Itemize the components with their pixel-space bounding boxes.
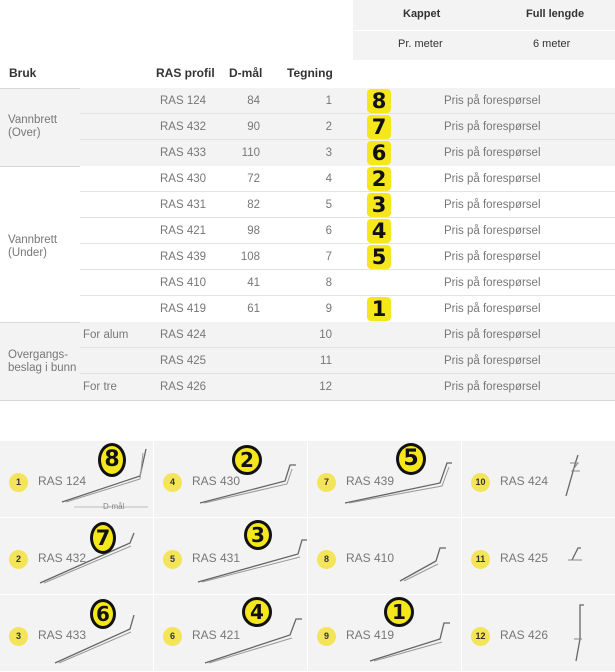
handwritten-mark: 7 [90,522,116,554]
drawing-cell [0,441,154,518]
drawing-number-badge: 4 [163,473,182,492]
handwritten-mark: 6 [90,599,116,629]
row-d-mal: 98 [247,225,260,237]
profile-drawing [154,441,308,518]
row-sub-label: For alum [83,329,129,341]
row-ras-profil: RAS 410 [160,277,207,289]
drawing-number-badge: 3 [9,627,28,646]
row-pris: Pris på forespørsel [444,329,541,341]
drawing-cell [308,518,462,595]
column-tegning: Tegning [287,66,333,80]
row-tegning: 9 [325,303,332,315]
drawing-cell [462,518,615,595]
table-row [80,166,615,192]
row-pris: Pris på forespørsel [444,251,541,263]
table-row [80,218,615,244]
row-tegning: 3 [325,147,332,159]
row-tegning: 7 [325,251,332,263]
profile-drawing [462,518,615,595]
row-ras-profil: RAS 425 [160,355,207,367]
handwritten-mark: 1 [367,297,391,321]
profile-drawing [462,595,615,672]
column-bruk: Bruk [9,66,37,80]
handwritten-mark: 4 [242,597,272,627]
d-mal-note: D-mål [103,502,125,511]
profile-drawing [308,441,462,518]
drawing-label: RAS 424 [500,474,549,488]
drawing-cell [308,595,462,672]
drawing-number-badge: 12 [471,627,490,646]
row-d-mal: 108 [240,251,260,263]
drawing-cell [0,595,154,672]
profile-drawing [0,441,154,518]
drawing-number-badge: 10 [471,473,490,492]
drawing-number-badge: 7 [317,473,336,492]
drawing-cell [0,518,154,595]
handwritten-mark: 4 [367,219,391,243]
row-d-mal: 84 [247,95,260,107]
table-row [80,270,615,296]
group-overgangsbeslag [0,322,80,400]
row-ras-profil: RAS 433 [160,147,207,159]
drawing-grid [0,441,615,672]
handwritten-mark: 8 [367,89,391,113]
row-pris: Pris på forespørsel [444,303,541,315]
handwritten-mark: 2 [232,445,262,475]
row-tegning: 2 [325,121,332,133]
row-pris: Pris på forespørsel [444,355,541,367]
drawing-cell [154,441,308,518]
row-ras-profil: RAS 432 [160,121,207,133]
handwritten-mark: 3 [244,520,272,550]
row-ras-profil: RAS 424 [160,329,207,341]
table-row [80,88,615,114]
row-tegning: 5 [325,199,332,211]
drawing-cell [462,595,615,672]
row-pris: Pris på forespørsel [444,199,541,211]
drawing-number-badge: 6 [163,627,182,646]
row-d-mal: 61 [247,303,260,315]
table-row [80,114,615,140]
header-six-meter: 6 meter [533,38,571,50]
row-ras-profil: RAS 439 [160,251,207,263]
table-row [80,140,615,166]
table-row [80,348,615,374]
group-vannbrett-over [0,88,80,166]
row-ras-profil: RAS 124 [160,95,207,107]
profile-drawing [462,441,615,518]
row-ras-profil: RAS 431 [160,199,207,211]
row-d-mal: 41 [247,277,260,289]
profile-drawing [0,518,154,595]
drawing-label: RAS 425 [500,551,549,565]
drawing-label: RAS 432 [38,551,87,565]
drawing-label: RAS 124 [38,474,87,488]
handwritten-mark: 5 [367,245,391,269]
drawing-number-badge: 5 [163,550,182,569]
drawing-label: RAS 421 [192,628,241,642]
row-d-mal: 110 [241,147,260,159]
row-ras-profil: RAS 421 [160,225,207,237]
table-row [80,244,615,270]
row-ras-profil: RAS 430 [160,173,207,185]
row-d-mal: 72 [247,173,260,185]
group-label: Vannbrett (Over) [8,114,58,139]
drawing-label: RAS 430 [192,474,241,488]
profile-drawing [0,595,154,672]
row-pris: Pris på forespørsel [444,173,541,185]
row-tegning: 12 [319,381,332,393]
group-label: Vannbrett (Under) [8,234,58,259]
row-d-mal: 90 [247,121,260,133]
row-pris: Pris på forespørsel [444,121,541,133]
column-ras-profil: RAS profil [156,66,215,80]
drawing-label: RAS 419 [346,628,395,642]
table-row [80,296,615,322]
handwritten-mark: 7 [367,115,391,139]
drawing-number-badge: 9 [317,627,336,646]
row-tegning: 10 [319,329,332,341]
handwritten-mark: 5 [396,443,426,475]
header-full-lengde: Full lengde [526,8,585,20]
handwritten-mark: 1 [384,597,414,627]
drawing-cell [154,518,308,595]
table-row [80,192,615,218]
table-row [80,374,615,400]
handwritten-mark: 6 [367,141,391,165]
row-pris: Pris på forespørsel [444,225,541,237]
drawing-cell [462,441,615,518]
table-row [80,322,615,348]
profile-drawing [154,595,308,672]
drawing-label: RAS 431 [192,551,241,565]
drawing-cell [154,595,308,672]
drawing-label: RAS 433 [38,628,87,642]
row-ras-profil: RAS 426 [160,381,207,393]
row-tegning: 11 [320,355,332,367]
drawing-number-badge: 11 [471,550,490,569]
row-pris: Pris på forespørsel [444,95,541,107]
column-d-mal: D-mål [229,66,263,80]
drawing-number-badge: 8 [317,550,336,569]
drawing-label: RAS 426 [500,628,549,642]
header-kappet: Kappet [403,8,441,20]
row-pris: Pris på forespørsel [444,381,541,393]
drawing-label: RAS 439 [346,474,395,488]
row-tegning: 6 [325,225,332,237]
header-pr-meter: Pr. meter [398,38,443,50]
row-ras-profil: RAS 419 [160,303,207,315]
group-label: Overgangs- beslag i bunn [8,349,77,374]
row-d-mal: 82 [247,199,260,211]
profile-drawing [308,518,462,595]
handwritten-mark: 8 [98,443,126,477]
drawing-cell [308,441,462,518]
row-sub-label: For tre [83,381,117,393]
drawing-number-badge: 1 [9,473,28,492]
group-vannbrett-under [0,166,80,322]
row-pris: Pris på forespørsel [444,147,541,159]
row-tegning: 1 [325,95,332,107]
profile-drawing [154,518,308,595]
row-pris: Pris på forespørsel [444,277,541,289]
drawing-label: RAS 410 [346,551,395,565]
drawing-number-badge: 2 [9,550,28,569]
row-tegning: 4 [325,173,332,185]
row-tegning: 8 [325,277,332,289]
handwritten-mark: 2 [367,167,391,191]
handwritten-mark: 3 [367,193,391,217]
